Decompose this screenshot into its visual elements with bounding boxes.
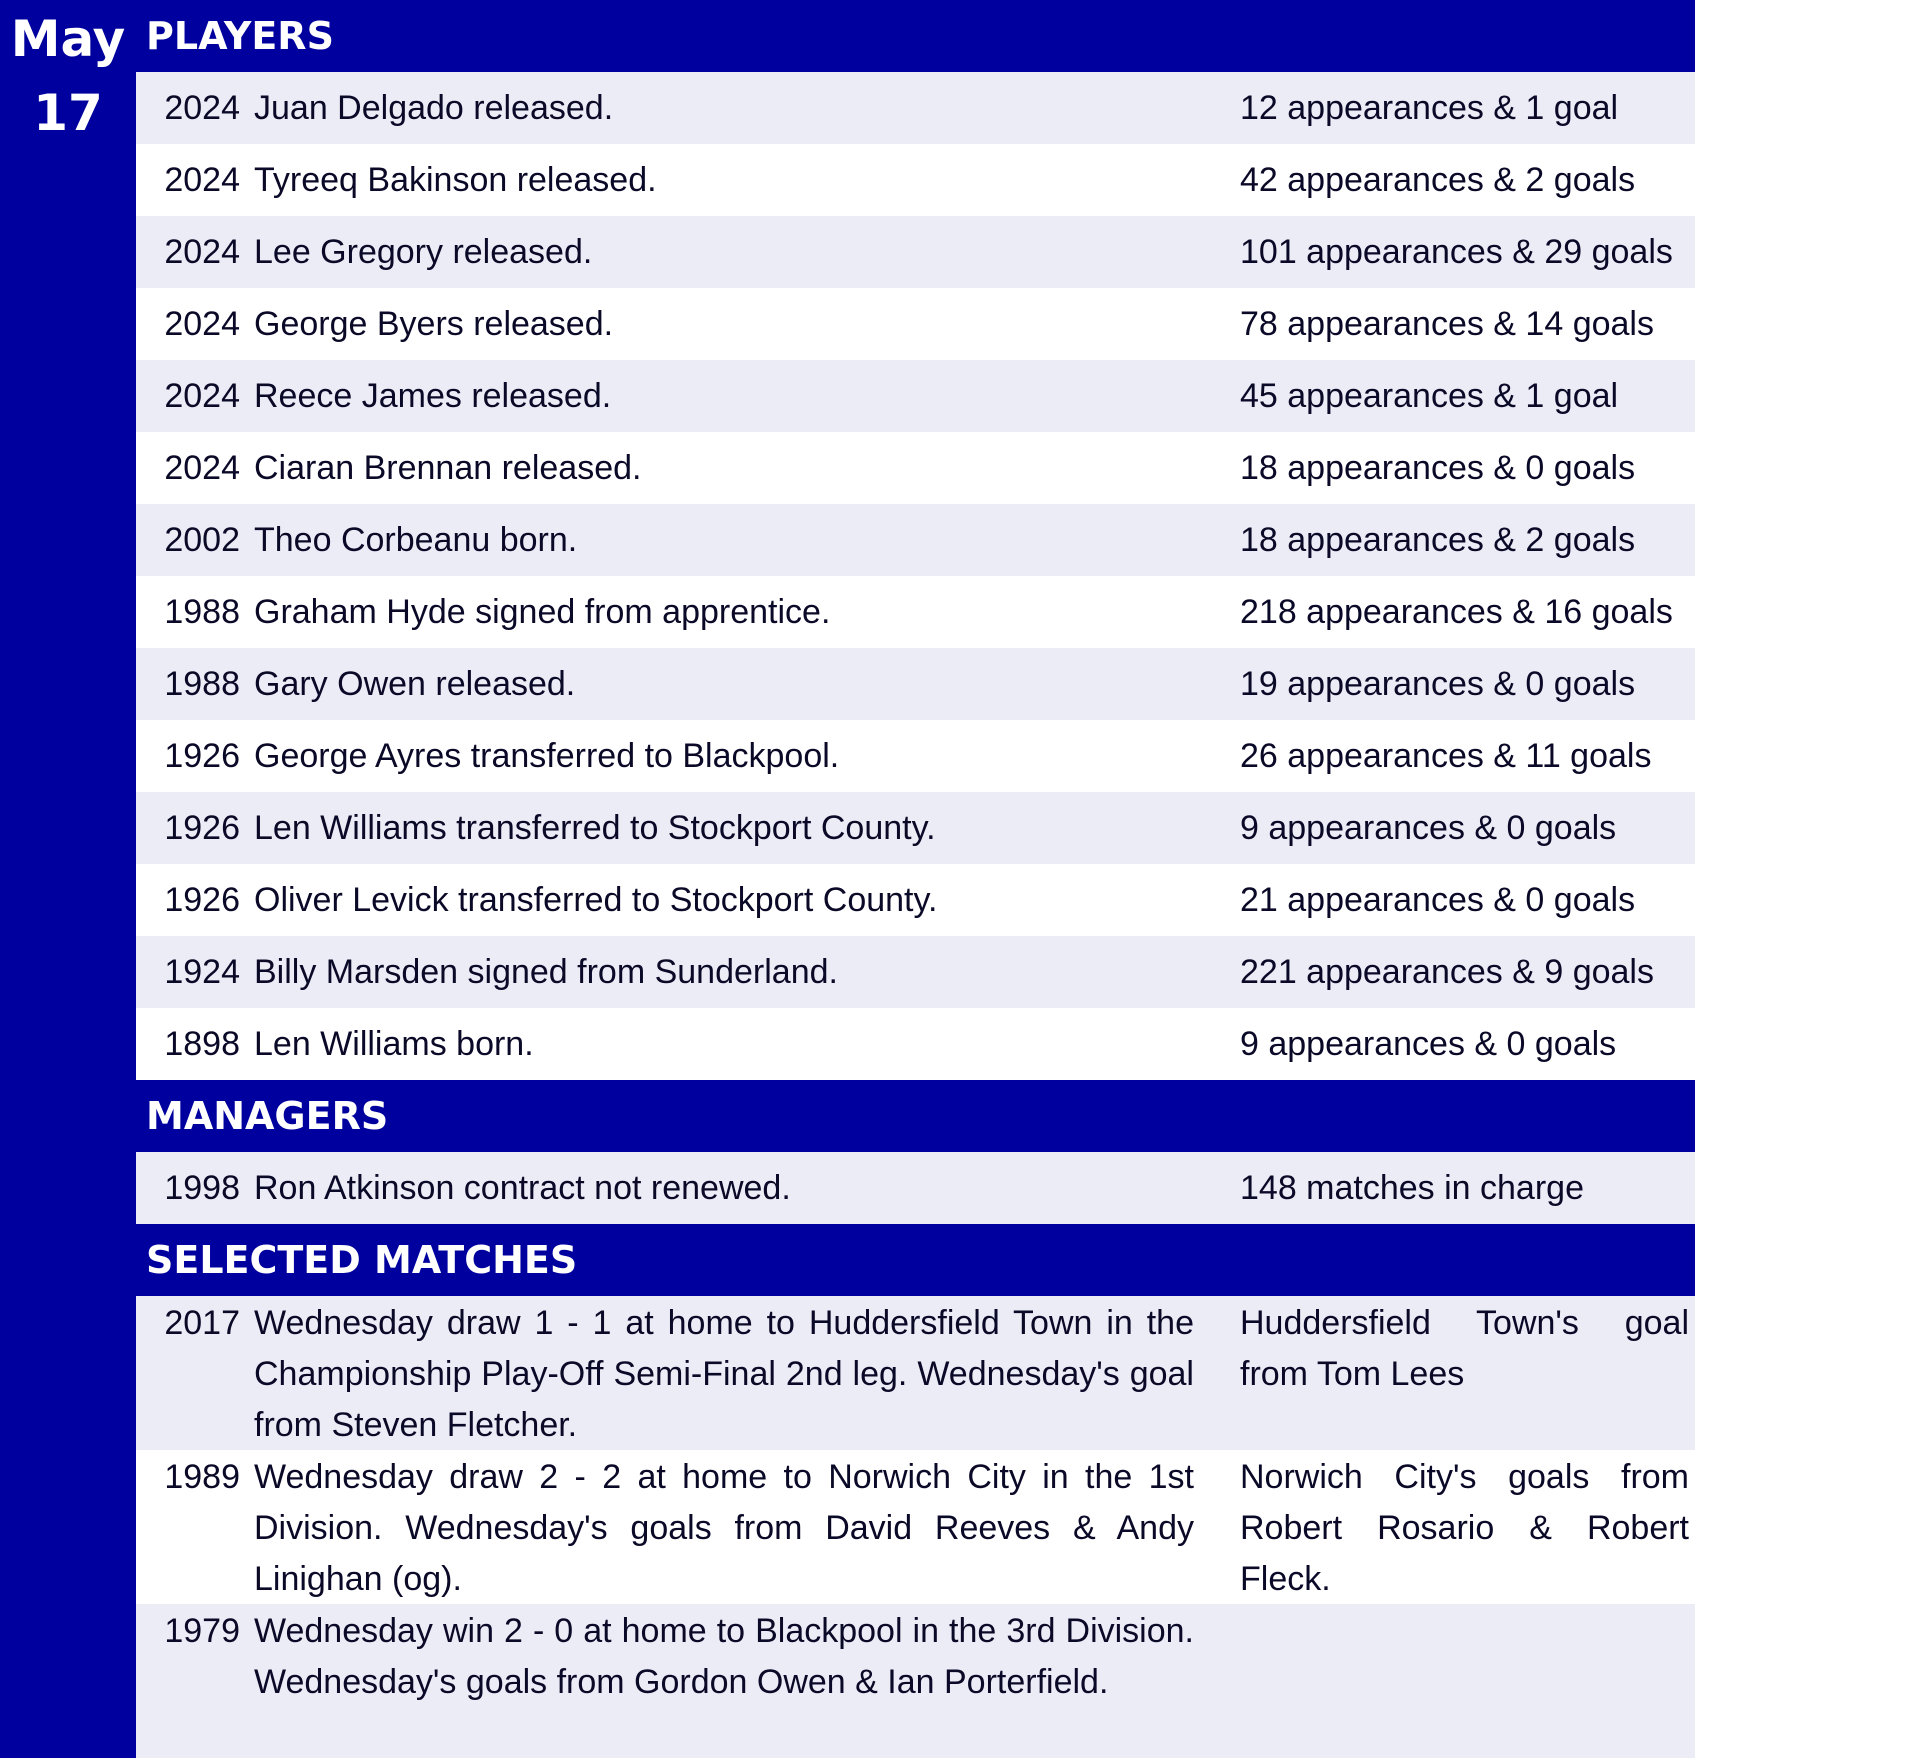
player-row-stat: 9 appearances & 0 goals xyxy=(1240,1024,1617,1063)
player-row-year: 1926 xyxy=(164,808,240,847)
match-row xyxy=(136,1296,1695,1450)
managers-list xyxy=(136,1152,1695,1224)
player-row-year: 2002 xyxy=(164,520,240,559)
player-row xyxy=(136,648,1695,720)
player-row xyxy=(136,288,1695,360)
player-row-stat: 9 appearances & 0 goals xyxy=(1240,808,1617,847)
player-row-text: Oliver Levick transferred to Stockport County. xyxy=(254,880,938,919)
match-row-text: Wednesday draw 2 - 2 at home to Norwich City in the 1st Division. Wednesday's goals from David Reeves & Andy Linighan (og). xyxy=(254,1458,1194,1598)
player-row-stat: 221 appearances & 9 goals xyxy=(1240,952,1654,991)
player-row-text: George Byers released. xyxy=(254,304,614,343)
player-row-text: Theo Corbeanu born. xyxy=(254,520,578,559)
match-row-year: 2017 xyxy=(164,1304,240,1342)
player-row-year: 2024 xyxy=(164,160,240,199)
match-row-text: Wednesday win 2 - 0 at home to Blackpool in the 3rd Division. Wednesday's goals from Gordon Owen & Ian Porterfield. xyxy=(254,1612,1194,1701)
managers-header: MANAGERS xyxy=(136,1080,1695,1152)
match-row-year: 1989 xyxy=(164,1458,240,1496)
player-row-stat: 12 appearances & 1 goal xyxy=(1240,88,1619,127)
player-row-year: 1988 xyxy=(164,592,240,631)
player-row-year: 2024 xyxy=(164,88,240,127)
manager-row-text: Ron Atkinson contract not renewed. xyxy=(254,1168,791,1207)
match-row xyxy=(136,1604,1695,1758)
player-row xyxy=(136,504,1695,576)
content-area xyxy=(136,0,1695,1758)
player-row xyxy=(136,432,1695,504)
match-row-stat: Huddersfield Town's goal from Tom Lees xyxy=(1240,1304,1689,1393)
player-row xyxy=(136,864,1695,936)
player-row-stat: 19 appearances & 0 goals xyxy=(1240,664,1636,703)
player-row xyxy=(136,1008,1695,1080)
player-row-stat: 101 appearances & 29 goals xyxy=(1240,232,1673,271)
players-list xyxy=(136,72,1695,1080)
player-row-stat: 18 appearances & 0 goals xyxy=(1240,448,1636,487)
match-row xyxy=(136,1450,1695,1604)
player-row xyxy=(136,936,1695,1008)
player-row-year: 1926 xyxy=(164,736,240,775)
player-row-text: Billy Marsden signed from Sunderland. xyxy=(254,952,838,991)
player-row-year: 2024 xyxy=(164,232,240,271)
matches-list xyxy=(136,1296,1695,1758)
players-header: PLAYERS xyxy=(136,0,1695,72)
date-sidebar xyxy=(0,0,136,1758)
player-row-text: Reece James released. xyxy=(254,376,612,415)
date-month: May xyxy=(10,10,126,68)
player-row xyxy=(136,216,1695,288)
player-row-stat: 218 appearances & 16 goals xyxy=(1240,592,1673,631)
player-row-text: Len Williams born. xyxy=(254,1024,534,1063)
player-row-stat: 42 appearances & 2 goals xyxy=(1240,160,1636,199)
player-row-stat: 78 appearances & 14 goals xyxy=(1240,304,1654,343)
player-row xyxy=(136,360,1695,432)
player-row-year: 1924 xyxy=(164,952,240,991)
player-row-text: Graham Hyde signed from apprentice. xyxy=(254,592,831,631)
matches-header: SELECTED MATCHES xyxy=(136,1224,1695,1296)
player-row-text: George Ayres transferred to Blackpool. xyxy=(254,736,840,775)
player-row-stat: 45 appearances & 1 goal xyxy=(1240,376,1619,415)
manager-row xyxy=(136,1152,1695,1224)
player-row-text: Tyreeq Bakinson released. xyxy=(254,160,657,199)
player-row-text: Gary Owen released. xyxy=(254,664,576,703)
player-row-text: Len Williams transferred to Stockport County. xyxy=(254,808,936,847)
player-row-text: Ciaran Brennan released. xyxy=(254,448,642,487)
player-row-stat: 21 appearances & 0 goals xyxy=(1240,880,1636,919)
player-row xyxy=(136,792,1695,864)
match-row-stat: Norwich City's goals from Robert Rosario & Robert Fleck. xyxy=(1240,1458,1689,1598)
player-row-year: 2024 xyxy=(164,376,240,415)
player-row xyxy=(136,576,1695,648)
player-row xyxy=(136,720,1695,792)
player-row-year: 2024 xyxy=(164,448,240,487)
player-row-stat: 26 appearances & 11 goals xyxy=(1240,736,1652,775)
player-row xyxy=(136,144,1695,216)
player-row-text: Lee Gregory released. xyxy=(254,232,593,271)
player-row xyxy=(136,72,1695,144)
player-row-text: Juan Delgado released. xyxy=(254,88,614,127)
player-row-year: 1898 xyxy=(164,1024,240,1063)
date-day: 17 xyxy=(33,84,103,142)
manager-row-year: 1998 xyxy=(164,1168,240,1207)
player-row-stat: 18 appearances & 2 goals xyxy=(1240,520,1636,559)
player-row-year: 1988 xyxy=(164,664,240,703)
player-row-year: 2024 xyxy=(164,304,240,343)
match-row-text: Wednesday draw 1 - 1 at home to Huddersfield Town in the Championship Play-Off Semi-Final 2nd leg. Wednesday's goal from Steven Fletcher. xyxy=(254,1304,1194,1444)
player-row-year: 1926 xyxy=(164,880,240,919)
manager-row-stat: 148 matches in charge xyxy=(1240,1168,1584,1207)
match-row-year: 1979 xyxy=(164,1612,240,1650)
